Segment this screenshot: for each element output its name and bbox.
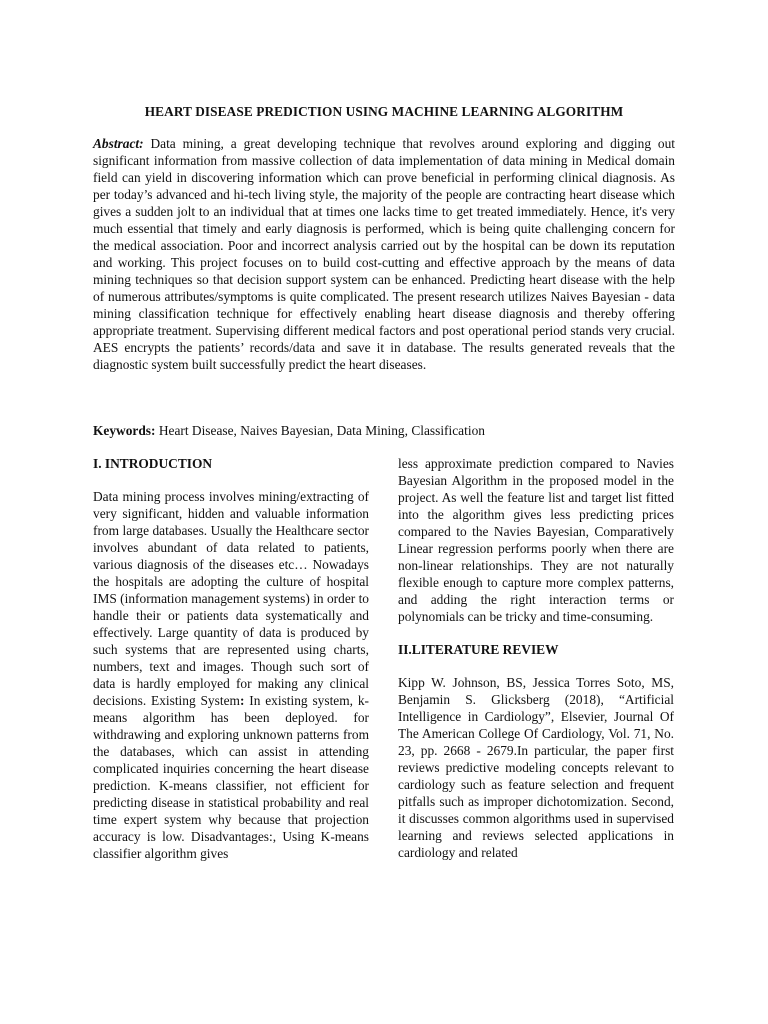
introduction-text-part2: In existing system, k-means algorithm has been deployed. for withdrawing and exploring unknown patterns from the databases, which can assist in attending complicated inquiries concerning the heart disease prediction. K-means classifier, not efficient for predicting disease in statistical probability and real time expert system why because that projection accuracy is low. Disadvantages:, Using K-means classifier algorithm gives xyxy=(93,693,369,861)
introduction-paragraph xyxy=(93,488,369,862)
keywords-text: Heart Disease, Naives Bayesian, Data Mining, Classification xyxy=(155,423,485,438)
abstract xyxy=(93,135,675,373)
abstract-text: Data mining, a great developing technique that revolves around exploring and digging out significant information from massive collection of data implementation of data mining in Medical domain field can yield in discovering information which can prove beneficial in performing clinical diagnosis. As per today’s advanced and hi-tech living style, the majority of the people are contracting heart disease which gives a sudden jolt to an individual that at times one lacks time to get treated immediately. Hence, it's very much essential that timely and early diagnosis is performed, which is being quite challenging concern for the medical association. Poor and incorrect analysis carried out by the hospital can be down its reputation and working. This project focuses on to build cost-cutting and effective approach by the means of data mining techniques so that decision support system can be enhanced. Predicting heart disease with the help of numerous attributes/symptoms is quite complicated. The present research utilizes Naives Bayesian - data mining classification technique for effectively enabling heart disease diagnosis and thereby offering appropriate treatment. Supervising different medical factors and post operational period stands very crucial. AES encrypts the patients’ records/data and save it in database. The results generated reveals that the diagnostic system built successfully predict the heart diseases. xyxy=(93,136,675,372)
left-column xyxy=(93,455,369,878)
introduction-continuation: less approximate prediction compared to Navies Bayesian Algorithm in the proposed model in the project. As well the feature list and target list fitted into the algorithm gives less predicting prices compared to the Navies Bayesian, Comparatively Linear regression performs poorly when there are non-linear relationships. They are not naturally flexible enough to capture more complex patterns, and adding the right interaction terms or polynomials can be tricky and time-consuming. xyxy=(398,456,674,624)
introduction-heading: I. INTRODUCTION xyxy=(93,456,213,471)
introduction-text-part1: Data mining process involves mining/extracting of very significant, hidden and valuable information from large databases. Usually the Healthcare sector involves abundant of data related to patients, various diagnosis of the diseases etc… Nowadays the hospitals are adopting the culture of hospital IMS (information management systems) in order to handle their or patients data systematically and effectively. Large quantity of data is produced by such systems that are represented using charts, numbers, text and images. Though such sort of data is hardly employed for making any clinical decisions. Existing System xyxy=(93,489,369,708)
existing-system-colon: : xyxy=(239,693,245,708)
right-column xyxy=(398,455,674,877)
abstract-label: Abstract: xyxy=(93,136,144,151)
literature-review-heading: II.LITERATURE REVIEW xyxy=(398,642,559,657)
keywords-label: Keywords: xyxy=(93,423,156,438)
keywords xyxy=(93,422,675,439)
literature-review-paragraph: Kipp W. Johnson, BS, Jessica Torres Soto, MS, Benjamin S. Glicksberg (2018), “Artificial Intelligence in Cardiology”, Elsevier, Journal Of The American College Of Cardiology, Vol. 71, No. 23, pp. 2668 - 2679.In particular, the paper first reviews predictive modeling concepts relevant to cardiology such as feature selection and frequent pitfalls such as improper dichotomization. Second, it discusses common algorithms used in supervised learning and reviews selected applications in cardiology and related xyxy=(398,675,674,860)
paper-title: HEART DISEASE PREDICTION USING MACHINE LEARNING ALGORITHM xyxy=(144,104,624,119)
